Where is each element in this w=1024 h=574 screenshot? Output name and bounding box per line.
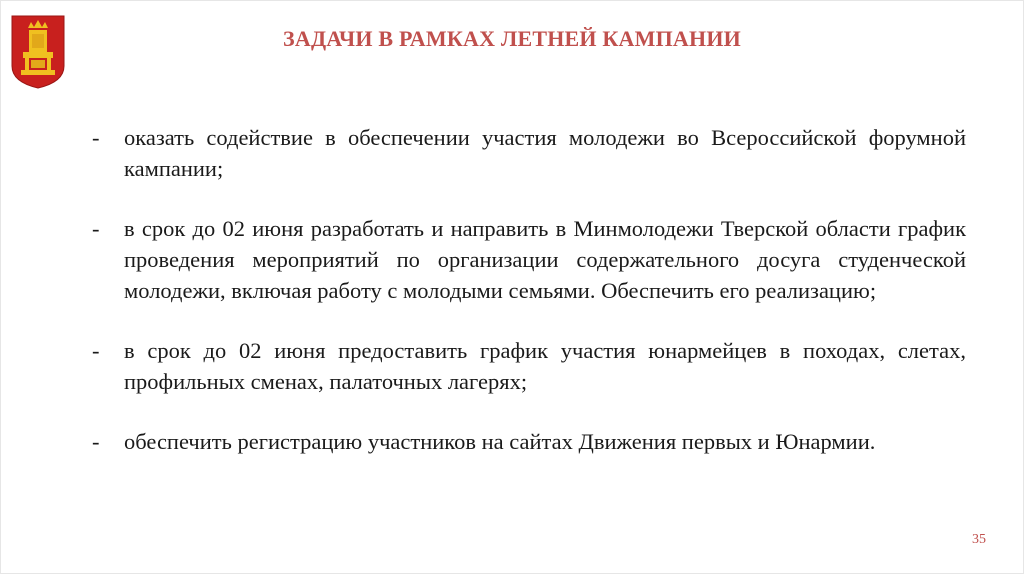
list-item-text: оказать содействие в обеспечении участия молодежи во Всероссийской форумной кампании; [124, 125, 966, 181]
list-item-text: в срок до 02 июня предоставить график участия юнармейцев в походах, слетах, профильных сменах, палаточных лагерях; [124, 338, 966, 394]
list-item-text: обеспечить регистрацию участников на сайтах Движения первых и Юнармии. [124, 429, 876, 454]
slide-title: ЗАДАЧИ В РАМКАХ ЛЕТНЕЙ КАМПАНИИ [283, 26, 741, 51]
bullet-marker: - [92, 429, 100, 454]
page-number: 35 [972, 532, 986, 547]
list-item-text: в срок до 02 июня разработать и направить в Минмолодежи Тверской области график проведения мероприятий по организации содержательного досуга студенческой молодежи, включая работу с молодыми семьями. Обеспечить его реализацию; [124, 216, 966, 303]
list-item [92, 122, 966, 184]
task-list [92, 122, 966, 486]
bullet-marker: - [92, 338, 100, 363]
bullet-marker: - [92, 125, 100, 150]
list-item [92, 426, 966, 457]
list-item [92, 335, 966, 397]
list-item [92, 213, 966, 306]
bullet-marker: - [92, 216, 100, 241]
